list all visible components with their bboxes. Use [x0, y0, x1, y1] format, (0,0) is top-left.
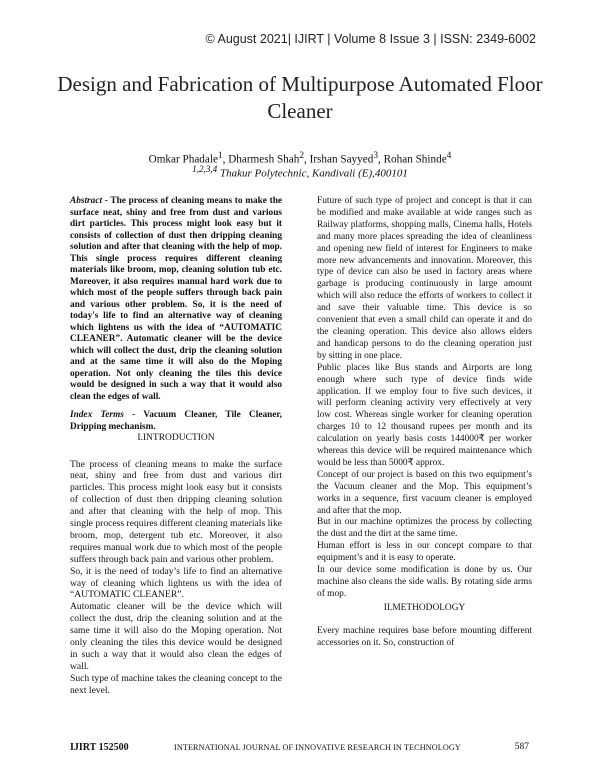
footer-journal-name: INTERNATIONAL JOURNAL OF INNOVATIVE RESEARCH IN TECHNOLOGY — [174, 743, 461, 752]
abstract-text: - The process of cleaning means to make the surface neat, shiny and free from dust and various dirt particles. This process might look easy but it consists of collection of dust then dripping cleaning solution and after that cleaning with the help of mop. This single process requires different cleaning materials like broom, mop, cleaning solution tub etc. Moreover, it also requires manual hard work due to which most of the people suffers through back pain and various other problem. So, it is the need of today's life to find an alternative way of cleaning which lightens us with the idea of “AUTOMATIC CLEANER”. Automatic cleaner will be the device which will collect the dust, drip the cleaning solution and at the same time it will also do the Moping operation. Not only cleaning the tiles this device would be designed in such a way that it would also clean the edges of wall. — [70, 196, 282, 402]
introduction-body — [70, 459, 282, 697]
paragraph: Future of such type of project and concept is that it can be modified and make available at wide ranges such as Railway platforms, shopping malls, Cinema halls, Hotels and many more places spreading the idea of cleanliness and opening new field of interest for Engineers to make more new advancements and innovation. Moreover, this type of device can also be used in factory areas where garbage is producing continuously in large amount which will also reduce the efforts of workers to collect it and save their valuable time. This device is so convenient that even a small child can operate it and do the cleaning operation. This device also allows elders and handicap persons to do the cleaning operation just by sitting in one place. — [317, 196, 532, 361]
index-terms — [70, 410, 282, 433]
affiliation — [0, 164, 600, 180]
author-name: Dharmesh Shah — [228, 153, 300, 166]
paragraph: Automatic cleaner will be the device which will collect the dust, drip the cleaning solution and at the same time it will also do the Moping operation. Not only cleaning the tiles this device would be designed in such a way that it would also clean the edges of wall. — [70, 601, 282, 672]
paragraph: Such type of machine takes the cleaning concept to the next level. — [70, 672, 282, 696]
abstract-label: Abstract — [70, 196, 103, 206]
footer-paper-id: IJIRT 152500 — [70, 742, 129, 753]
author-sup: 4 — [446, 151, 452, 161]
section-heading: I.INTRODUCTION — [137, 433, 215, 443]
author-sup: 3 — [373, 151, 378, 161]
paragraph: Human effort is less in our concept compare to that equipment’s and it is easy to operate. — [317, 541, 532, 564]
paragraph: But in our machine optimizes the process by collecting the dust and the dirt at the same time. — [317, 517, 532, 540]
author-sup: 1 — [217, 151, 223, 161]
right-column — [317, 196, 532, 650]
paragraph: The process of cleaning means to make the surface neat, shiny and free from dust and various dirt particles. This process might look easy but it consists of collection of dust then dripping cleaning solution and after that cleaning with the help of mop. This single process requires different cleaning materials like broom, mop, detergent tub etc. Moreover, it also requires manual work due to which most of the people suffers through back pain and various other problem. — [70, 458, 282, 565]
affiliation-sup: 1,2,3,4 — [192, 164, 218, 174]
paragraph: In our device some modification is done by us. Our machine also cleans the side walls. By rotating side arms of mop. — [317, 565, 532, 599]
index-terms-label: Index Terms — [70, 410, 124, 420]
author-name: Irshan Sayyed — [309, 153, 374, 166]
left-column — [70, 196, 282, 697]
paragraph: Concept of our project is based on this two equipment’s the Vacuum cleaner and the Mop. This equipment’s works in a sequence, first vacuum cleaner is employed and after that the mop. — [317, 469, 532, 516]
paragraph: Every machine requires base before mounting different accessories on it. So, construction of — [317, 625, 532, 648]
author-list: Omkar Phadale$^1$, Dharmesh Shah$^2$, Irshan Sayyed$^3$, Rohan Shinde$^4$ — [148, 151, 452, 166]
index-terms-text: - Vacuum Cleaner, Tile Cleaner, Dripping mechanism. — [70, 410, 282, 432]
affiliation-text: Thakur Polytechnic, Kandivali (E),400101 — [217, 167, 408, 180]
abstract — [70, 196, 282, 403]
page-number: 587 — [514, 742, 529, 752]
author-name: Omkar Phadale — [148, 153, 218, 166]
author-name: Rohan Shinde — [383, 153, 447, 166]
journal-header: © August 2021| IJIRT | Volume 8 Issue 3 | ISSN: 2349-6002 — [205, 32, 536, 46]
section-heading: II.METHODOLOGY — [383, 602, 466, 613]
author-sup: 2 — [299, 151, 305, 161]
paragraph: So, it is the need of today’s life to find an alternative way of cleaning which lightens us with the idea of “AUTOMATIC CLEANER”. — [70, 565, 282, 601]
paper-title: Design and Fabrication of Multipurpose Automated Floor Cleaner — [57, 72, 543, 123]
paragraph: Public places like Bus stands and Airports are long enough where such type of device finds wide application. If we employ four to five such devices, it will perform cleaning activity very effectively at very low cost. Whereas single worker for cleaning operation charges 10 to 12 thousand rupees per month and its calculation on yearly basis costs 144000₹ per worker whereas this device will be required maintenance which would be less than 5000₹ approx. — [317, 362, 532, 468]
